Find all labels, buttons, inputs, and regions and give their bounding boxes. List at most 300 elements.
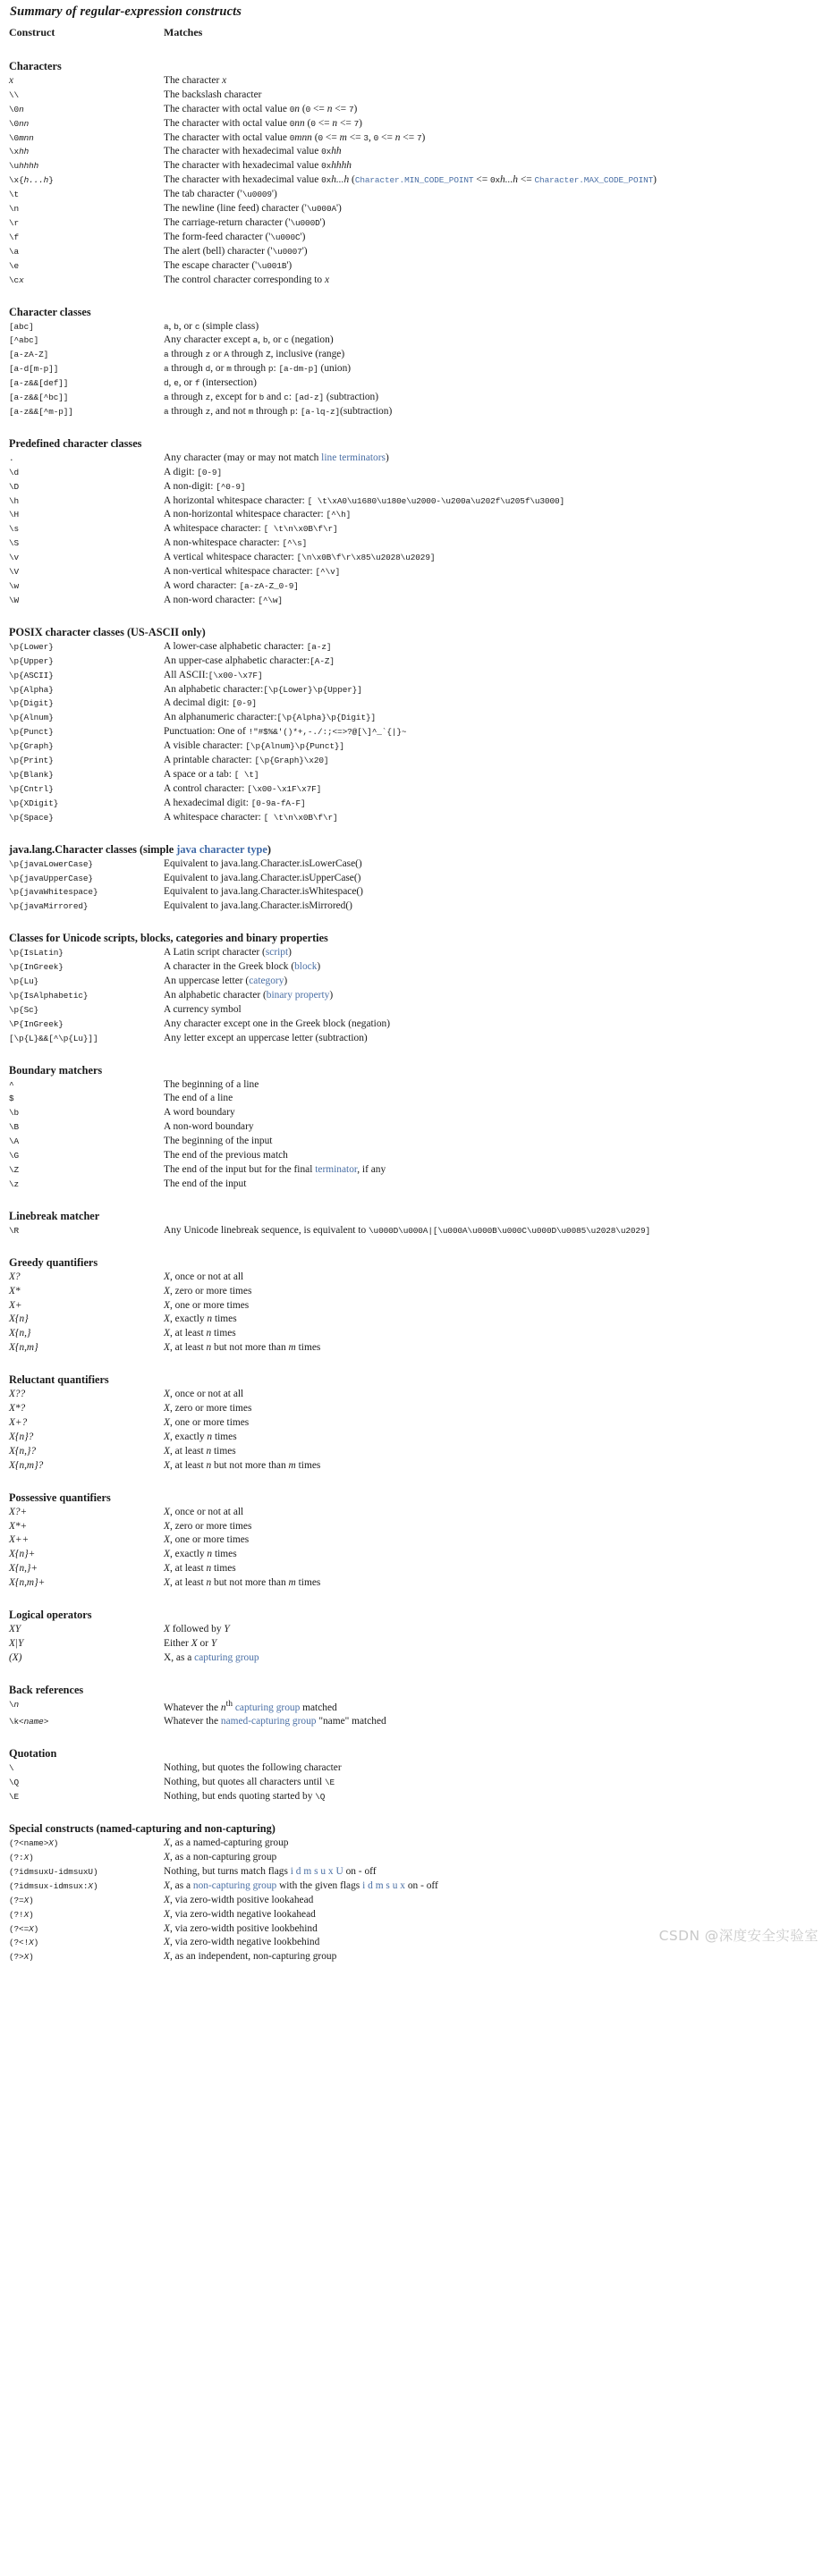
matches-cell: Equivalent to java.lang.Character.isMirrored() [164,900,352,912]
construct-cell: ^ [9,1079,14,1090]
construct-cell: (?<=X) [9,1923,39,1934]
matches-cell: A non-digit: [^0-9] [164,480,246,492]
doc-link[interactable]: d [295,1865,301,1877]
section-spacer [9,1192,831,1200]
inline-code[interactable]: Character.MAX_CODE_POINT [534,175,654,186]
construct-cell: \B [9,1122,20,1133]
inline-code: \Q [315,1792,326,1803]
construct-cell: \S [9,538,20,549]
spacer-cell [9,825,831,833]
italic-variable: n [207,1431,213,1442]
italic-variable: X [23,1952,30,1963]
doc-link[interactable]: capturing group [234,1702,301,1713]
inline-code: d [205,364,211,375]
italic-variable: X [164,1894,170,1905]
matches-cell: A visible character: [\p{Alnum}\p{Punct}] [164,740,344,752]
doc-link[interactable]: line terminators [321,452,386,463]
italic-variable: X [164,1549,170,1560]
inline-code[interactable]: Character.MIN_CODE_POINT [354,175,474,186]
section-spacer [9,1804,831,1812]
construct-cell: (?idmsuxU-idmsuxU) [9,1866,98,1877]
matches-cell: X, via zero-width positive lookahead [164,1894,314,1905]
table-row [9,1761,831,1776]
italic-variable: n [13,1699,20,1710]
construct-cell: [abc] [9,321,34,332]
spacer-cell [9,1238,831,1246]
italic-variable: n [19,1577,25,1589]
italic-variable: X [164,1624,170,1635]
inline-code: [^\s] [282,538,308,549]
matches-cell: X, exactly n times [164,1431,237,1442]
matches-cell: Whatever the $n^{th}$ capturing group matched [164,1699,337,1713]
construct-cell: [a-d[m-p]] [9,364,59,375]
matches-cell: X, zero or more times [164,1403,252,1415]
inline-code: [ad-z] [293,393,324,403]
doc-link[interactable]: binary property [266,989,330,1001]
doc-link[interactable]: d [368,1879,373,1891]
construct-cell: (?=X) [9,1895,34,1905]
italic-variable: X [9,1328,15,1339]
inline-code: c [284,393,289,403]
construct-cell: \k<name> [9,1717,49,1727]
inline-code: 0 [289,118,295,129]
doc-link[interactable]: U [335,1865,343,1877]
section-spacer [9,608,831,616]
matches-cell: A digit: [0-9] [164,466,222,477]
matches-cell: X, at least n but not more than m times [164,1342,321,1354]
italic-variable: h...h [23,175,49,186]
italic-variable: name [23,1717,44,1727]
italic-variable: X [164,1285,170,1296]
table-row [9,782,831,797]
italic-variable: X [164,1328,170,1339]
construct-cell: X{n,}? [9,1445,37,1457]
table-row [9,1003,831,1018]
table-row [9,1416,831,1431]
table-row [9,259,831,274]
italic-variable: X [164,1534,170,1546]
inline-code: 0 [289,132,295,143]
matches-cell: X, exactly n times [164,1549,237,1560]
construct-cell: \z [9,1178,20,1189]
inline-code: [^\v] [315,567,341,578]
inline-code: m [226,364,232,375]
section-heading: Predefined character classes [9,436,142,450]
construct-cell: X? [9,1271,21,1282]
italic-variable: X [9,1549,15,1560]
matches-cell: The backslash character [164,89,262,100]
matches-cell: An alphanumeric character:[\p{Alpha}\p{Digit}] [164,712,377,723]
table-row [9,117,831,131]
inline-code: a [164,350,169,360]
matches-cell: Either X or Y [164,1637,217,1649]
table-row [9,899,831,914]
doc-link[interactable]: i [290,1865,293,1877]
table-row [9,989,831,1003]
table-row [9,1431,831,1445]
section-heading-row [9,833,831,857]
section-heading-row [9,1054,831,1078]
matches-cell: A non-horizontal whitespace character: [^\h] [164,509,352,520]
italic-variable: x [222,74,227,86]
table-row [9,960,831,975]
italic-variable: n [19,1563,25,1575]
construct-cell: (?>X) [9,1952,34,1963]
spacer-cell [9,608,831,616]
matches-cell: A control character: [\x00-\x1F\x7F] [164,782,322,794]
italic-variable: m [288,1577,296,1589]
inline-code: a [164,364,169,375]
section-heading: Characters [9,59,62,72]
italic-variable: m [26,1577,35,1589]
construct-cell: [a-z&&[^m-p]] [9,406,73,417]
table-row [9,320,831,334]
italic-variable: n [206,1563,212,1575]
italic-variable: X [164,1879,170,1891]
construct-cell: \p{IsAlphabetic} [9,990,89,1001]
table-row [9,188,831,202]
matches-cell: X followed by Y [164,1624,230,1635]
section-heading-row [9,1674,831,1698]
construct-cell: \E [9,1792,20,1803]
table-row [9,362,831,376]
construct-cell: X{n,} [9,1328,31,1339]
inline-code: [a-dm-p] [278,364,318,375]
inline-code: A [224,350,229,360]
doc-link[interactable]: s [314,1865,318,1877]
construct-cell: X*? [9,1403,26,1415]
section-spacer [9,1666,831,1674]
matches-cell: a through z or A through Z, inclusive (range) [164,349,345,360]
table-row [9,655,831,669]
table-row [9,565,831,579]
italic-variable: X [12,1651,19,1663]
italic-variable: hh [19,147,30,157]
inline-code: [A-Z] [310,655,335,666]
construct-cell: X+? [9,1416,28,1428]
table-row [9,452,831,466]
italic-variable: n [19,1549,25,1560]
table-row [9,1715,831,1729]
italic-variable: X [9,1431,15,1442]
section-spacer [9,914,831,922]
italic-variable: X [9,1342,15,1354]
inline-code: [^\h] [326,510,352,520]
table-row [9,74,831,89]
section-heading: POSIX character classes (US-ASCII only) [9,625,206,638]
table-row [9,725,831,739]
italic-variable: X [164,1937,170,1948]
section-spacer [9,419,831,427]
italic-variable: n [207,1549,213,1560]
table-row [9,1120,831,1135]
construct-cell: \p{javaMirrored} [9,901,89,912]
italic-variable: X [9,1403,15,1415]
italic-variable: X [48,1838,54,1849]
matches-cell: X, one or more times [164,1299,250,1311]
table-row [9,494,831,509]
doc-link[interactable]: capturing group [194,1651,259,1663]
doc-link[interactable]: i [362,1879,366,1891]
section-heading-row [9,1737,831,1761]
column-header-matches: Matches [164,26,203,38]
table-row [9,522,831,536]
italic-variable: nn [19,118,30,129]
italic-variable: XY [9,1624,21,1635]
table-row [9,885,831,899]
inline-code: Z [266,350,271,360]
doc-link[interactable]: terminator [315,1164,358,1175]
construct-cell: \d [9,467,20,477]
construct-cell: \0n [9,104,24,114]
doc-link[interactable]: x [400,1879,405,1891]
matches-cell: A word character: [a-zA-Z_0-9] [164,580,299,591]
italic-variable: X [9,1520,15,1532]
construct-cell: \ [9,1763,14,1774]
table-row [9,334,831,348]
construct-cell: $ [9,1094,14,1104]
matches-cell: A non-word character: [^\w] [164,594,283,605]
table-row [9,1548,831,1562]
inline-code: z [205,350,211,360]
table-row [9,376,831,391]
table-row [9,697,831,711]
italic-variable: X [9,1416,15,1428]
regex-table-body [9,27,831,1964]
italic-variable: x [19,274,24,285]
spacer-cell [9,1804,831,1812]
italic-variable: X [164,1577,170,1589]
table-row [9,768,831,782]
construct-cell: \p{Print} [9,756,54,766]
construct-cell: \p{ASCII} [9,670,54,680]
matches-cell: X, as a named-capturing group [164,1837,289,1849]
inline-code: [a-z] [306,641,332,652]
table-row [9,1698,831,1716]
matches-cell: X, at least n but not more than m times [164,1459,321,1471]
construct-cell: \p{Graph} [9,741,54,752]
inline-code: \E [325,1778,335,1788]
construct-cell: X{n,m} [9,1342,38,1354]
matches-cell: X, once or not at all [164,1271,244,1282]
table-row [9,1106,831,1120]
inline-code: 0 [289,104,295,114]
matches-cell: The character with hexadecimal value 0xhh [164,146,342,157]
table-row [9,1865,831,1879]
matches-cell: Nothing, but turns match flags i d m s u x U on - off [164,1865,377,1877]
italic-variable: X [164,1431,170,1442]
italic-variable: X [164,1403,170,1415]
inline-code: b [259,393,265,403]
matches-cell: a, b, or c (simple class) [164,320,259,332]
table-row [9,754,831,768]
matches-cell: d, e, or f (intersection) [164,377,257,389]
inline-code: z [205,406,211,417]
construct-cell: [\p{L}&&[^\p{Lu}]] [9,1033,98,1043]
inline-code: [^0-9] [216,481,246,492]
section-spacer [9,1591,831,1599]
table-row [9,1879,831,1894]
section-spacer [9,1729,831,1737]
matches-cell: The tab character ('\u0009') [164,189,277,200]
construct-cell: [^abc] [9,335,39,346]
section-heading-row [9,296,831,320]
italic-variable: n [294,103,300,114]
inline-code: [0-9] [232,698,257,709]
italic-variable: X [164,1851,170,1862]
matches-cell: The character with octal value 0mnn (0 <= m <= 3, 0 <= n <= 7) [164,131,426,143]
doc-link[interactable]: non-capturing group [192,1879,277,1891]
section-heading: Special constructs (named-capturing and non-capturing) [9,1822,276,1836]
doc-link[interactable]: category [249,976,284,987]
construct-cell: \p{Sc} [9,1004,39,1015]
matches-cell: X, as an independent, non-capturing group [164,1951,337,1963]
spacer-cell [9,1666,831,1674]
inline-code: \u000C [270,232,301,242]
doc-link[interactable]: block [294,961,318,973]
inline-code: c [194,321,200,332]
doc-link[interactable]: script [265,947,289,959]
italic-variable: n [19,1313,25,1325]
inline-code: 0 [305,104,311,114]
inline-code: [a-zA-Z_0-9] [239,581,299,591]
inline-code: p [267,364,274,375]
matches-cell: X, zero or more times [164,1520,252,1532]
table-row [9,466,831,480]
construct-cell: \xhh [9,147,30,157]
construct-cell: X{n} [9,1313,29,1325]
section-spacer [9,288,831,296]
table-row [9,1271,831,1285]
doc-link[interactable]: java character type [176,842,267,856]
section-heading: Reluctant quantifiers [9,1373,109,1387]
matches-cell: Any Unicode linebreak sequence, is equivalent to \u000D\u000A|[\u000A\u000B\u000C\u000D\u0085\u2028\u2029] [164,1224,650,1236]
matches-cell: Nothing, but ends quoting started by \Q [164,1791,326,1803]
italic-variable: X [23,1895,30,1905]
table-row [9,145,831,159]
inline-code: [\p{Graph}\x20] [254,756,329,766]
doc-link[interactable]: s [386,1879,390,1891]
inline-code: \u000D [290,217,320,228]
table-row [9,1908,831,1922]
italic-variable: x [324,274,330,285]
inline-code: [\p{Lower}\p{Upper}] [263,684,362,695]
table-row [9,1790,831,1804]
table-row [9,857,831,872]
table-row [9,391,831,405]
construct-cell: X{n}+ [9,1549,36,1560]
section-heading: java.lang.Character classes (simple java character type) [9,842,271,856]
table-row [9,245,831,259]
matches-cell: X, via zero-width negative lookahead [164,1908,316,1920]
spacer-cell [9,1474,831,1482]
table-row [9,1032,831,1046]
section-spacer [9,1356,831,1364]
italic-variable: X [164,1299,170,1311]
column-header-construct: Construct [9,26,55,38]
doc-link[interactable]: named-capturing group [220,1716,317,1727]
table-row [9,173,831,188]
matches-cell: X, at least n times [164,1563,236,1575]
construct-cell: x [9,74,14,86]
italic-variable: X [164,1271,170,1282]
inline-code: [\x00-\x1F\x7F] [247,783,322,794]
construct-cell: (?idmsux-idmsux:X) [9,1880,98,1891]
table-header-row [9,27,831,42]
doc-link[interactable]: m [303,1865,312,1877]
section-heading: Classes for Unicode scripts, blocks, categories and binary properties [9,932,328,945]
matches-cell: X, exactly n times [164,1313,237,1325]
matches-cell: Nothing, but quotes the following character [164,1762,342,1774]
construct-cell: \Z [9,1165,20,1175]
italic-variable: X [164,1445,170,1457]
table-row [9,103,831,117]
italic-variable: n [206,1342,212,1354]
table-row [9,131,831,146]
section-heading-row [9,50,831,74]
section-heading: Boundary matchers [9,1063,103,1077]
matches-cell: A word boundary [164,1107,235,1119]
doc-link[interactable]: m [375,1879,384,1891]
italic-variable: n [206,1459,212,1471]
section-spacer [9,42,831,50]
construct-cell: \G [9,1151,20,1161]
construct-cell: \p{Alpha} [9,684,54,695]
inline-code: a [252,335,259,346]
table-row [9,683,831,697]
italic-variable: m [288,1459,296,1471]
doc-link[interactable]: x [327,1865,334,1877]
inline-code: [ \t\n\x0B\f\r] [263,812,338,823]
doc-link[interactable]: u [320,1865,326,1877]
inline-code: a [164,393,169,403]
construct-cell: X{n,m}+ [9,1577,46,1589]
construct-cell: \D [9,481,20,492]
construct-cell: \p{Blank} [9,769,54,780]
matches-cell: An uppercase letter (category) [164,976,288,987]
italic-variable: hh [331,146,342,157]
inline-code: 0 [373,132,379,143]
matches-cell: X, at least n times [164,1328,236,1339]
table-row [9,536,831,551]
table-row [9,1520,831,1534]
table-row [9,1299,831,1313]
doc-link[interactable]: u [392,1879,398,1891]
matches-cell: A horizontal whitespace character: [ \t\xA0\u1680\u180e\u2000-\u200a\u202f\u205f\u3000] [164,494,565,506]
italic-variable: X [164,1922,170,1934]
table-row [9,1092,831,1106]
inline-code: \u000D\u000A|[\u000A\u000B\u000C\u000D\u0085\u2028\u2029] [369,1225,650,1236]
table-row [9,1837,831,1851]
matches-cell: The end of the input [164,1178,247,1189]
italic-variable: X [9,1506,15,1517]
matches-cell: X, once or not at all [164,1389,244,1400]
matches-cell: A space or a tab: [ \t] [164,768,259,780]
construct-cell [9,1623,164,1637]
table-row [9,1894,831,1908]
table-row [9,1388,831,1402]
section-heading: Quotation [9,1747,57,1761]
table-row [9,1637,831,1651]
italic-variable: X [9,1577,15,1589]
section-heading-row [9,1482,831,1506]
matches-cell: X, via zero-width positive lookbehind [164,1922,318,1934]
construct-cell: \p{Upper} [9,655,54,666]
matches-cell: Any letter except an uppercase letter (subtraction) [164,1032,368,1043]
spacer-cell [9,1192,831,1200]
spacer-cell [9,914,831,922]
italic-variable: n [19,1342,25,1354]
